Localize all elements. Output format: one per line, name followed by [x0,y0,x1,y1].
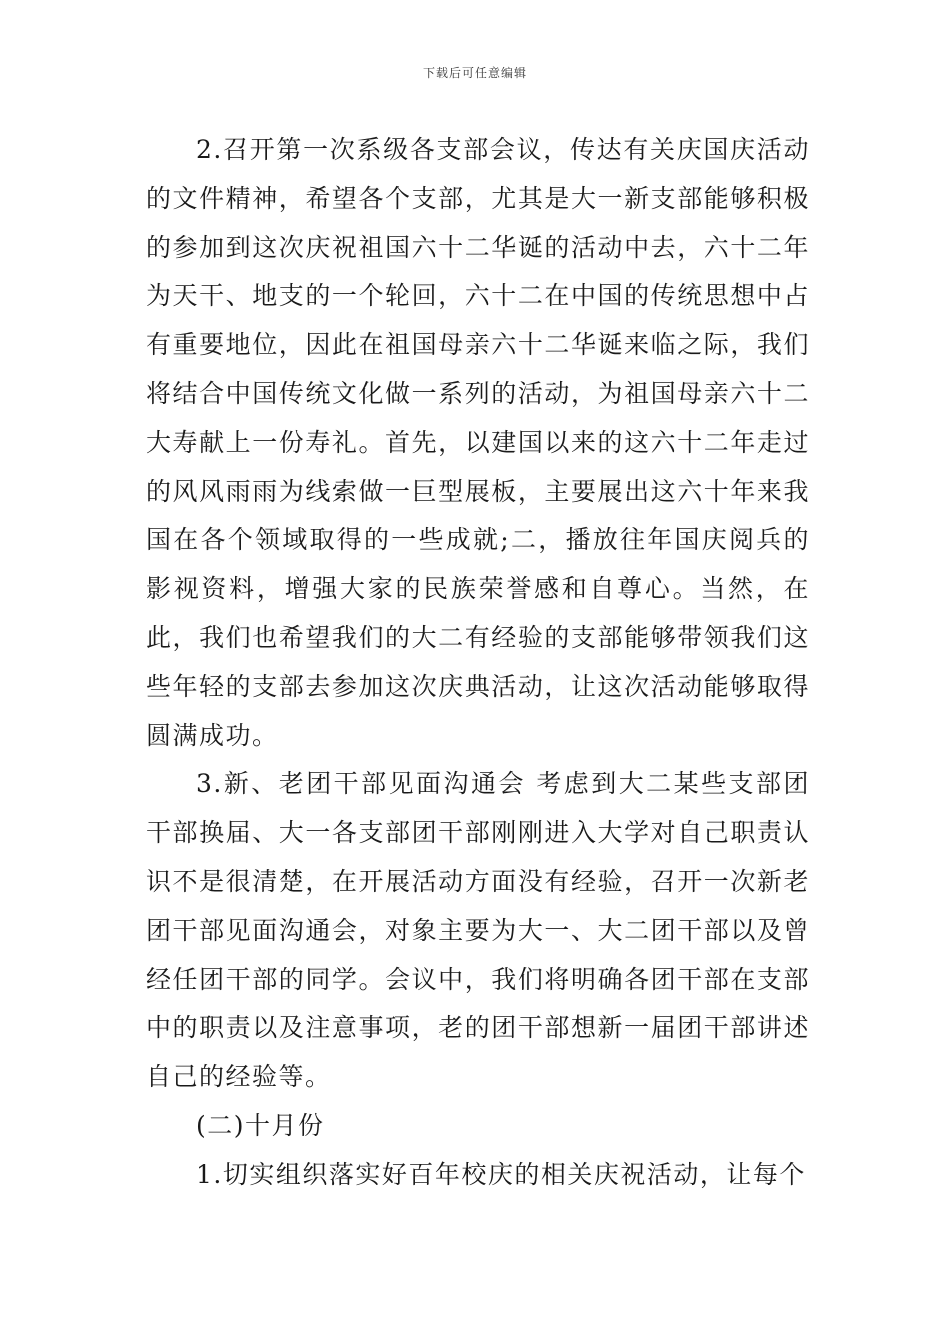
paragraph-anniversary: 1.切实组织落实好百年校庆的相关庆祝活动，让每个 [196,1159,806,1189]
section-heading-october: (二)十月份 [196,1110,325,1140]
page-header: 下载后可任意编辑 [422,66,527,80]
paragraph-meeting-branches: 2.召开第一次系级各支部会议，传达有关庆国庆活动的文件精神，希望各个支部，尤其是大一新支部能够积极的参加到这次庆祝祖国六十二华诞的活动中去，六十二年为天干、地支的一个轮回，六十二在中国的传统思想中占有重要地位，因此在祖国母亲六十二华诞来临之际，我们将结合中国传统文化做一系列的活动，为祖国母亲六十二大寿献上一份寿礼。首先，以建国以来的这六十二年走过的风风雨雨为线索做一巨型展板，主要展出这六十年来我国在各个领域取得的一些成就;二，播放往年国庆阅兵的影视资料，增强大家的民族荣誉感和自尊心。当然，在此，我们也希望我们的大二有经验的支部能够带领我们这些年轻的支部去参加这次庆典活动，让这次活动能够取得圆满成功。 [146,135,810,750]
paragraph-cadre-meeting: 3.新、老团干部见面沟通会 考虑到大二某些支部团干部换届、大一各支部团干部刚刚进入大学对自己职责认识不是很清楚，在开展活动方面没有经验，召开一次新老团干部见面沟通会，对象主要为大一、大二团干部以及曾经任团干部的同学。会议中，我们将明确各团干部在支部中的职责以及注意事项，老的团干部想新一届团干部讲述自己的经验等。 [146,769,810,1092]
document-body [146,126,810,1200]
